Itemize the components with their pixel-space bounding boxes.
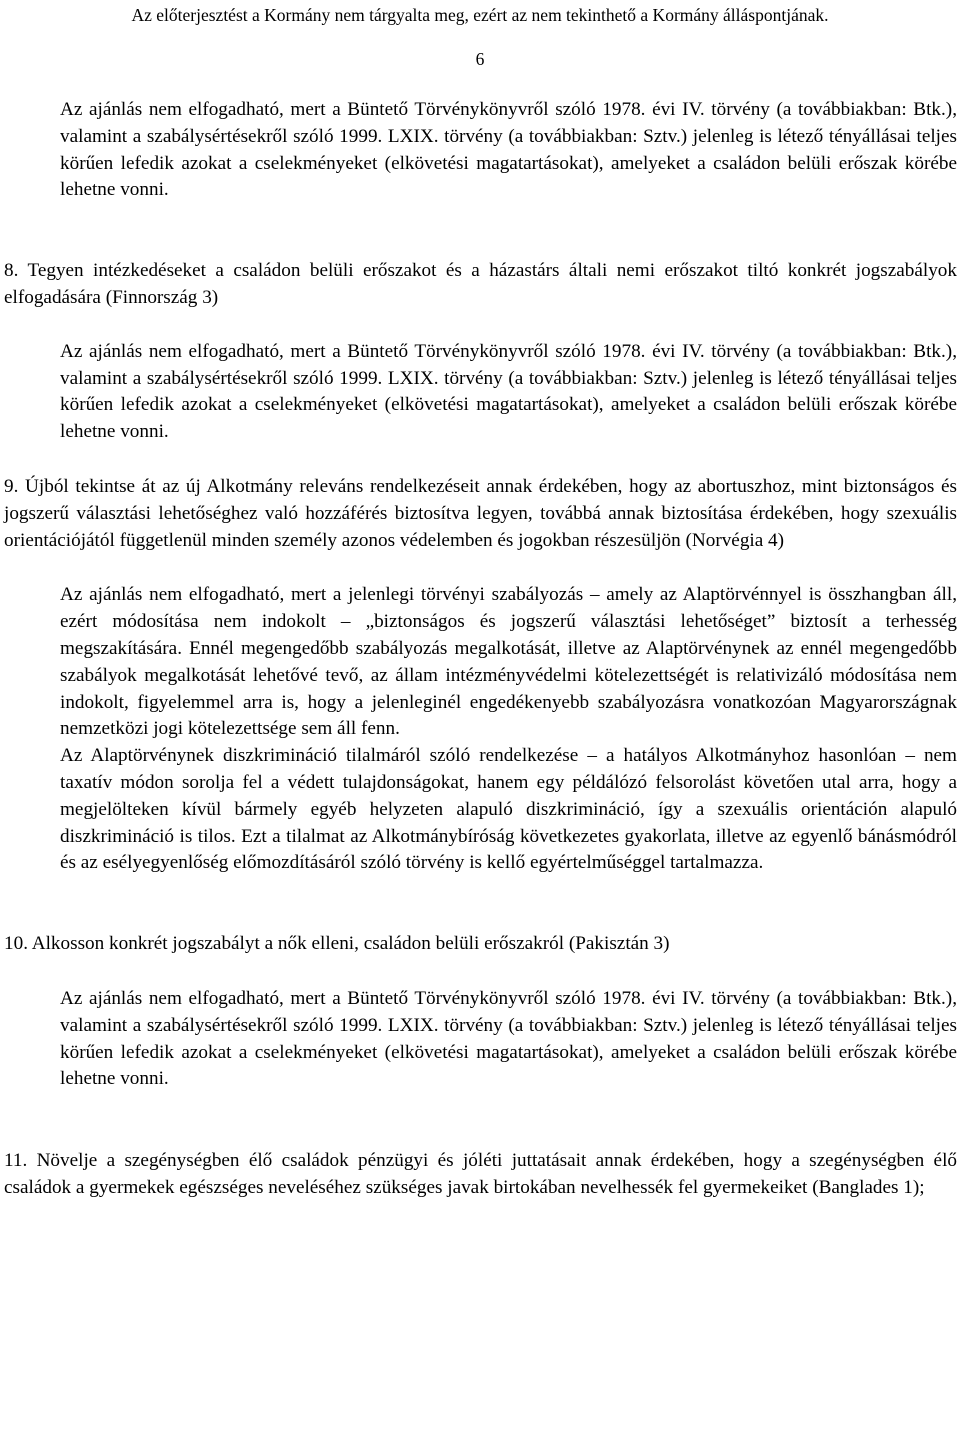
government-response: Az ajánlás nem elfogadható, mert a Büntető Törvénykönyvről szóló 1978. évi IV. törvény (a továbbiakban: Btk.), valamint a szabálysértésekről szóló 1999. LXIX. törvény (a továbbiakban: Sztv.) jelenleg is létező tényállásai teljes körűen lefedik azokat a cselekményeket (elkövetési magatartásokat), amelyeket a családon belüli erőszak körébe lehetne vonni. (60, 987, 957, 1090)
government-response: Az Alaptörvénynek diszkrimináció tilalmáról szóló rendelkezése – a hatályos Alkotmányhoz hasonlóan – nem taxatív módon sorolja fel a védett tulajdonságokat, hanem egy példálózó felsorolást követően utal arra, hogy a megjelölteken kívül bármely egyéb helyzeten alapuló diszkrimináció, így a szexuális orientáción alapuló diszkrimináció is tilos. Ezt a tilalmat az Alkotmánybíróság következetes gyakorlata, illetve az egyenlő bánásmódról és az esélyegyenlőség előmozdításáról szóló törvény is kellő egyértelműséggel tartalmazza. (60, 745, 957, 874)
recommendation-11: 11. Növelje a szegénységben élő családok pénzügyi és jóléti juttatásait annak érdekében, hogy a szegénységben élő családok a gyermekek egészséges neveléséhez szükséges javak birtokában nevelhessék fel gyermekeiket (Banglades 1); (4, 1150, 957, 1198)
recommendation-10: 10. Alkosson konkrét jogszabályt a nők elleni, családon belüli erőszakról (Pakisztán 3) (4, 933, 670, 955)
government-response: Az ajánlás nem elfogadható, mert a Büntető Törvénykönyvről szóló 1978. évi IV. törvény (a továbbiakban: Btk.), valamint a szabálysértésekről szóló 1999. LXIX. törvény (a továbbiakban: Sztv.) jelenleg is létező tényállásai teljes körűen lefedik azokat a cselekményeket (elkövetési magatartásokat), amelyeket a családon belüli erőszak körébe lehetne vonni. (60, 99, 957, 201)
government-response: Az ajánlás nem elfogadható, mert a Büntető Törvénykönyvről szóló 1978. évi IV. törvény (a továbbiakban: Btk.), valamint a szabálysértésekről szóló 1999. LXIX. törvény (a továbbiakban: Sztv.) jelenleg is létező tényállásai teljes körűen lefedik azokat a cselekményeket (elkövetési magatartásokat), amelyeket a családon belüli erőszak körébe lehetne vonni. (60, 340, 957, 443)
page-header-disclaimer: Az előterjesztést a Kormány nem tárgyalta meg, ezért az nem tekinthető a Kormány álláspontjának. (131, 5, 829, 25)
recommendation-9: 9. Újból tekintse át az új Alkotmány releváns rendelkezéseit annak érdekében, hogy az abortuszhoz, mint biztonságos és jogszerű választási lehetőséghez való hozzáférés biztosítva legyen, továbbá annak biztosítása érdekében, hogy szexuális orientációjától függetlenül minden személy azonos védelemben és jogokban részesüljön (Norvégia 4) (4, 475, 957, 551)
page-number: 6 (475, 49, 485, 69)
document-body (4, 97, 957, 1202)
recommendation-8: 8. Tegyen intézkedéseket a családon belüli erőszakot és a házastárs általi nemi erőszakot tiltó konkrét jogszabályok elfogadására (Finnország 3) (4, 260, 957, 308)
government-response: Az ajánlás nem elfogadható, mert a jelenlegi törvényi szabályozás – amely az Alaptörvénnyel is összhangban áll, ezért módosítása nem indokolt – „biztonságos és jogszerű választási lehetőséget” biztosít a terhesség megszakítására. Ennél megengedőbb szabályozás megalkotását, illetve az Alaptörvénynek az ennél megengedőbb szabályok megalkotását lehetővé tevő, az állam intézményvédelmi kötelezettségét is relativizáló módosítása nem indokolt, figyelemmel arra is, hogy a jelenleginél engedékenyebb szabályozásra vonatkozóan Magyarországnak nemzetközi jogi kötelezettsége sem áll fenn. (60, 584, 957, 740)
